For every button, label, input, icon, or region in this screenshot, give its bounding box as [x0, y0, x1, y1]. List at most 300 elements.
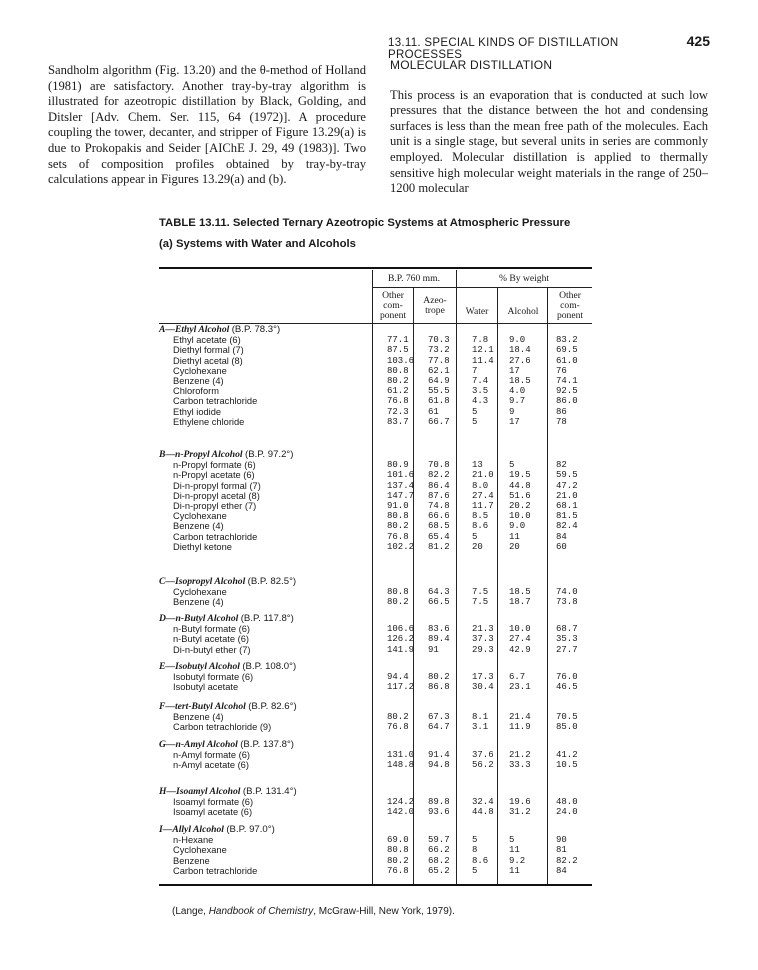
bp-other-component: 76.8 — [387, 531, 409, 542]
group-boiling-point: (B.P. 97.2°) — [245, 449, 294, 460]
weight-alcohol: 10.0 — [509, 511, 531, 522]
component-name: Isobutyl formate (6) — [173, 672, 254, 683]
weight-other-component: 82.2 — [556, 855, 578, 866]
weight-alcohol: 5 — [509, 460, 515, 471]
table-row — [159, 750, 592, 760]
weight-other-component: 61.0 — [556, 355, 578, 366]
table-row — [159, 835, 592, 845]
weight-alcohol: 18.4 — [509, 345, 531, 356]
source-prefix: (Lange, — [172, 906, 209, 917]
table-row — [159, 417, 592, 427]
bp-other-component: 80.9 — [387, 460, 409, 471]
weight-water: 17.3 — [472, 672, 494, 683]
weight-other-component: 82.4 — [556, 521, 578, 532]
weight-alcohol: 5 — [509, 835, 515, 846]
weight-alcohol: 19.5 — [509, 470, 531, 481]
alcohol-group — [159, 825, 592, 876]
right-column — [390, 58, 708, 197]
component-name: Ethyl iodide — [173, 406, 222, 417]
bp-azeotrope: 93.6 — [428, 807, 450, 818]
weight-alcohol: 9 — [509, 406, 515, 417]
bp-azeotrope: 70.3 — [428, 335, 450, 346]
weight-water: 5 — [472, 835, 478, 846]
bp-azeotrope: 86.4 — [428, 480, 450, 491]
col-header-azeotrope: Azeo- trope — [423, 295, 447, 316]
table-row — [159, 491, 592, 501]
bp-azeotrope: 87.6 — [428, 490, 450, 501]
right-column-text: This process is an evaporation that is conducted at such low pressures that the distance between the hot and condensing surfaces is less than the mean free path of the molecules. Each unit is a single stage, but several units in series are commonly employed. Molecular distillation is applied to thermally sensitive high molecular weight materials in the range of 250–1200 molecular — [390, 87, 708, 196]
weight-alcohol: 33.3 — [509, 760, 531, 771]
col-header-other-component-2: Other com- ponent — [556, 290, 584, 321]
group-heading — [159, 450, 592, 460]
weight-water: 5 — [472, 531, 478, 542]
table-row — [159, 856, 592, 866]
bp-azeotrope: 91.4 — [428, 750, 450, 761]
group-alcohol-name: A—Ethyl Alcohol — [159, 324, 232, 335]
table-row — [159, 460, 592, 470]
bp-other-component: 137.4 — [387, 480, 415, 491]
weight-alcohol: 19.6 — [509, 797, 531, 808]
alcohol-group — [159, 787, 592, 818]
bp-other-component: 142.0 — [387, 807, 415, 818]
component-name: Isoamyl formate (6) — [173, 797, 254, 808]
bp-other-component: 80.8 — [387, 845, 409, 856]
table-subtitle: (a) Systems with Water and Alcohols — [159, 238, 356, 250]
component-name: Di-n-butyl ether (7) — [173, 644, 251, 655]
bp-other-component: 124.2 — [387, 797, 415, 808]
component-name: n-Amyl acetate (6) — [173, 760, 249, 771]
weight-other-component: 76 — [556, 365, 567, 376]
weight-water: 8.5 — [472, 511, 489, 522]
weight-alcohol: 20.2 — [509, 500, 531, 511]
weight-other-component: 10.5 — [556, 760, 578, 771]
group-heading — [159, 614, 592, 624]
weight-other-component: 24.0 — [556, 807, 578, 818]
component-name: n-Propyl acetate (6) — [173, 470, 255, 481]
weight-alcohol: 42.9 — [509, 644, 531, 655]
group-heading — [159, 825, 592, 835]
group-alcohol-name: I—Allyl Alcohol — [159, 824, 227, 835]
weight-water: 37.6 — [472, 750, 494, 761]
component-name: Benzene (4) — [173, 712, 224, 723]
weight-other-component: 82 — [556, 460, 567, 471]
weight-water: 11.4 — [472, 355, 494, 366]
weight-alcohol: 10.0 — [509, 624, 531, 635]
table-row — [159, 376, 592, 386]
bp-azeotrope: 65.4 — [428, 531, 450, 542]
weight-alcohol: 31.2 — [509, 807, 531, 818]
component-name: Carbon tetrachloride (9) — [173, 722, 272, 733]
left-column — [48, 63, 366, 188]
bp-azeotrope: 77.8 — [428, 355, 450, 366]
weight-other-component: 81.5 — [556, 511, 578, 522]
component-name: Carbon tetrachloride — [173, 531, 258, 542]
source-suffix: , McGraw-Hill, New York, 1979). — [313, 906, 455, 917]
component-name: Cyclohexane — [173, 511, 227, 522]
weight-alcohol: 11 — [509, 531, 520, 542]
weight-water: 4.3 — [472, 396, 489, 407]
group-alcohol-name: B—n-Propyl Alcohol — [159, 449, 245, 460]
weight-water: 21.0 — [472, 470, 494, 481]
table-row — [159, 396, 592, 406]
bp-other-component: 147.7 — [387, 490, 415, 501]
component-name: Benzene — [173, 855, 210, 866]
bp-azeotrope: 64.3 — [428, 587, 450, 598]
weight-other-component: 68.1 — [556, 500, 578, 511]
component-name: Ethyl acetate (6) — [173, 335, 241, 346]
weight-other-component: 83.2 — [556, 335, 578, 346]
page-number: 425 — [686, 33, 710, 49]
bp-other-component: 141.9 — [387, 644, 415, 655]
bp-other-component: 101.6 — [387, 470, 415, 481]
table-row — [159, 501, 592, 511]
weight-water: 20 — [472, 541, 483, 552]
weight-other-component: 73.8 — [556, 597, 578, 608]
weight-alcohol: 27.4 — [509, 634, 531, 645]
bp-other-component: 69.0 — [387, 835, 409, 846]
col-header-other-component-1: Other com- ponent — [379, 290, 407, 321]
group-alcohol-name: H—Isoamyl Alcohol — [159, 786, 243, 797]
bp-azeotrope: 64.7 — [428, 722, 450, 733]
weight-other-component: 86 — [556, 406, 567, 417]
running-title: 13.11. SPECIAL KINDS OF DISTILLATION PROCESSES — [388, 37, 619, 61]
weight-water: 3.5 — [472, 386, 489, 397]
bp-azeotrope: 67.3 — [428, 712, 450, 723]
bp-azeotrope: 89.4 — [428, 634, 450, 645]
weight-alcohol: 17 — [509, 365, 520, 376]
group-alcohol-name: G—n-Amyl Alcohol — [159, 739, 241, 750]
group-heading — [159, 740, 592, 750]
group-heading — [159, 787, 592, 797]
table-row — [159, 672, 592, 682]
group-heading — [159, 577, 592, 587]
component-name: Di-n-propyl acetal (8) — [173, 490, 260, 501]
bp-other-component: 80.8 — [387, 511, 409, 522]
weight-other-component: 70.5 — [556, 712, 578, 723]
bp-other-component: 106.6 — [387, 624, 415, 635]
component-name: Isoamyl acetate (6) — [173, 807, 253, 818]
weight-water: 5 — [472, 865, 478, 876]
weight-other-component: 92.5 — [556, 386, 578, 397]
weight-water: 12.1 — [472, 345, 494, 356]
table-row — [159, 481, 592, 491]
table-row — [159, 807, 592, 817]
group-boiling-point: (B.P. 137.8°) — [240, 739, 294, 750]
component-name: n-Butyl acetate (6) — [173, 634, 249, 645]
weight-alcohol: 18.7 — [509, 597, 531, 608]
bp-azeotrope: 81.2 — [428, 541, 450, 552]
running-header — [388, 33, 710, 61]
weight-water: 7.5 — [472, 597, 489, 608]
group-alcohol-name: F—tert-Butyl Alcohol — [159, 701, 249, 712]
group-heading — [159, 702, 592, 712]
weight-other-component: 46.5 — [556, 682, 578, 693]
bp-header: B.P. 760 mm. — [388, 273, 440, 284]
table-row — [159, 386, 592, 396]
bp-other-component: 131.0 — [387, 750, 415, 761]
bp-other-component: 80.2 — [387, 855, 409, 866]
component-name: n-Butyl formate (6) — [173, 624, 250, 635]
table-row — [159, 542, 592, 552]
weight-other-component: 69.5 — [556, 345, 578, 356]
component-name: n-Hexane — [173, 835, 214, 846]
weight-water: 21.3 — [472, 624, 494, 635]
bp-other-component: 94.4 — [387, 672, 409, 683]
bp-azeotrope: 82.2 — [428, 470, 450, 481]
bp-other-component: 87.5 — [387, 345, 409, 356]
component-name: Benzene (4) — [173, 375, 224, 386]
group-boiling-point: (B.P. 78.3°) — [231, 324, 281, 335]
bp-other-component: 102.2 — [387, 541, 415, 552]
table-row — [159, 712, 592, 722]
weight-water: 5 — [472, 406, 478, 417]
weight-alcohol: 11 — [509, 865, 520, 876]
table-row — [159, 760, 592, 770]
component-name: Di-n-propyl ether (7) — [173, 500, 257, 511]
weight-alcohol: 27.6 — [509, 355, 531, 366]
group-heading — [159, 325, 592, 335]
table-top-rule — [159, 267, 592, 269]
alcohol-group — [159, 577, 592, 608]
group-boiling-point: (B.P. 97.0°) — [226, 824, 275, 835]
col-header-water: Water — [465, 306, 489, 317]
bp-azeotrope: 73.2 — [428, 345, 450, 356]
bp-other-component: 83.7 — [387, 416, 409, 427]
bp-azeotrope: 55.5 — [428, 386, 450, 397]
bp-azeotrope: 83.6 — [428, 624, 450, 635]
table-source-note — [172, 906, 455, 917]
weight-water: 37.3 — [472, 634, 494, 645]
weight-alcohol: 11 — [509, 845, 520, 856]
weight-alcohol: 17 — [509, 416, 520, 427]
header-divider — [372, 287, 592, 288]
table-row — [159, 634, 592, 644]
bp-other-component: 91.0 — [387, 500, 409, 511]
bp-azeotrope: 65.2 — [428, 865, 450, 876]
weight-alcohol: 9.2 — [509, 855, 526, 866]
table-row — [159, 682, 592, 692]
bp-other-component: 80.2 — [387, 712, 409, 723]
alcohol-group — [159, 614, 592, 655]
weight-other-component: 41.2 — [556, 750, 578, 761]
bp-other-component: 126.2 — [387, 634, 415, 645]
weight-other-component: 90 — [556, 835, 567, 846]
bp-azeotrope: 59.7 — [428, 835, 450, 846]
weight-other-component: 47.2 — [556, 480, 578, 491]
col-header-alcohol: Alcohol — [507, 306, 539, 317]
bp-azeotrope: 68.2 — [428, 855, 450, 866]
weight-other-component: 74.1 — [556, 375, 578, 386]
weight-water: 8.6 — [472, 521, 489, 532]
weight-water: 7.8 — [472, 335, 489, 346]
table-row — [159, 845, 592, 855]
left-column-text: Sandholm algorithm (Fig. 13.20) and the θ-method of Holland (1981) are satisfactory. Another tray-by-tray algorithm is illustrated for azeotropic distillation by Black, Golding, and Ditsler [Adv. Chem. Ser. 115, 64 (1972)]. A procedure coupling the tower, decanter, and stripper of Figure 13.29(a) is due to Prokopakis and Seider [AIChE J. 29, 49 (1983)]. Two sets of composition profiles obtained by tray-by-tray calculations appear in Figures 13.29(a) and (b). — [48, 63, 366, 187]
bp-other-component: 61.2 — [387, 386, 409, 397]
table-row — [159, 335, 592, 345]
table-row — [159, 511, 592, 521]
bp-azeotrope: 80.2 — [428, 672, 450, 683]
table-row — [159, 366, 592, 376]
bp-azeotrope: 66.7 — [428, 416, 450, 427]
bp-azeotrope: 66.5 — [428, 597, 450, 608]
bp-azeotrope: 64.9 — [428, 375, 450, 386]
weight-water: 8 — [472, 845, 478, 856]
bp-other-component: 80.8 — [387, 587, 409, 598]
component-name: Diethyl formal (7) — [173, 345, 244, 356]
alcohol-group — [159, 702, 592, 733]
weight-other-component: 68.7 — [556, 624, 578, 635]
weight-other-component: 21.0 — [556, 490, 578, 501]
weight-water: 7 — [472, 365, 478, 376]
bp-other-component: 76.8 — [387, 396, 409, 407]
weight-alcohol: 51.6 — [509, 490, 531, 501]
alcohol-group — [159, 450, 592, 552]
weight-other-component: 76.0 — [556, 672, 578, 683]
weight-water: 32.4 — [472, 797, 494, 808]
bp-azeotrope: 66.6 — [428, 511, 450, 522]
table-row — [159, 722, 592, 732]
weight-alcohol: 21.4 — [509, 712, 531, 723]
weight-alcohol: 11.9 — [509, 722, 531, 733]
bp-other-component: 117.2 — [387, 682, 415, 693]
weight-other-component: 85.0 — [556, 722, 578, 733]
component-name: Benzene (4) — [173, 597, 224, 608]
component-name: n-Amyl formate (6) — [173, 750, 250, 761]
weight-water: 3.1 — [472, 722, 489, 733]
table-row — [159, 624, 592, 634]
bp-other-component: 80.8 — [387, 365, 409, 376]
bp-azeotrope: 61 — [428, 406, 439, 417]
table-row — [159, 645, 592, 655]
weight-water: 30.4 — [472, 682, 494, 693]
table-row — [159, 345, 592, 355]
bp-azeotrope: 62.1 — [428, 365, 450, 376]
azeotrope-table — [159, 270, 592, 890]
alcohol-group — [159, 662, 592, 693]
group-alcohol-name: E—Isobutyl Alcohol — [159, 661, 243, 672]
group-alcohol-name: D—n-Butyl Alcohol — [159, 613, 241, 624]
weight-other-component: 84 — [556, 531, 567, 542]
group-boiling-point: (B.P. 108.0°) — [242, 661, 297, 672]
bp-azeotrope: 74.8 — [428, 500, 450, 511]
bp-other-component: 80.2 — [387, 597, 409, 608]
bp-other-component: 76.8 — [387, 865, 409, 876]
component-name: Carbon tetrachloride — [173, 865, 258, 876]
component-name: n-Propyl formate (6) — [173, 460, 256, 471]
weight-water: 27.4 — [472, 490, 494, 501]
group-boiling-point: (B.P. 82.5°) — [247, 576, 297, 587]
bp-other-component: 148.8 — [387, 760, 415, 771]
bp-other-component: 80.2 — [387, 521, 409, 532]
table-row — [159, 470, 592, 480]
group-heading — [159, 662, 592, 672]
bp-azeotrope: 89.8 — [428, 797, 450, 808]
weight-other-component: 84 — [556, 865, 567, 876]
weight-other-component: 81 — [556, 845, 567, 856]
weight-other-component: 78 — [556, 416, 567, 427]
component-name: Cyclohexane — [173, 845, 227, 856]
bp-other-component: 76.8 — [387, 722, 409, 733]
component-name: Diethyl acetal (8) — [173, 355, 243, 366]
weight-alcohol: 4.0 — [509, 386, 526, 397]
weight-water: 11.7 — [472, 500, 494, 511]
table-row — [159, 597, 592, 607]
weight-water: 44.8 — [472, 807, 494, 818]
weight-water: 29.3 — [472, 644, 494, 655]
bp-azeotrope: 86.8 — [428, 682, 450, 693]
group-boiling-point: (B.P. 82.6°) — [248, 701, 297, 712]
weight-alcohol: 18.5 — [509, 375, 531, 386]
weight-alcohol: 18.5 — [509, 587, 531, 598]
bp-azeotrope: 91 — [428, 644, 439, 655]
weight-water: 5 — [472, 416, 478, 427]
component-name: Benzene (4) — [173, 521, 224, 532]
weight-other-component: 35.3 — [556, 634, 578, 645]
bp-azeotrope: 94.8 — [428, 760, 450, 771]
weight-alcohol: 9.0 — [509, 335, 526, 346]
weight-water: 8.6 — [472, 855, 489, 866]
weight-alcohol: 9.0 — [509, 521, 526, 532]
component-name: Carbon tetrachloride — [173, 396, 258, 407]
group-boiling-point: (B.P. 117.8°) — [240, 613, 294, 624]
weight-other-component: 48.0 — [556, 797, 578, 808]
weight-alcohol: 21.2 — [509, 750, 531, 761]
alcohol-group — [159, 325, 592, 427]
bp-azeotrope: 66.2 — [428, 845, 450, 856]
weight-water: 56.2 — [472, 760, 494, 771]
weight-water: 8.0 — [472, 480, 489, 491]
table-row — [159, 521, 592, 531]
table-row — [159, 866, 592, 876]
alcohol-group — [159, 740, 592, 771]
component-name: Diethyl ketone — [173, 541, 232, 552]
weight-header: % By weight — [498, 273, 550, 284]
bp-azeotrope: 70.8 — [428, 460, 450, 471]
weight-alcohol: 44.8 — [509, 480, 531, 491]
weight-water: 7.4 — [472, 375, 489, 386]
group-boiling-point: (B.P. 131.4°) — [242, 786, 297, 797]
section-heading: MOLECULAR DISTILLATION — [390, 58, 553, 72]
weight-water: 7.5 — [472, 587, 489, 598]
bp-other-component: 77.1 — [387, 335, 409, 346]
weight-alcohol: 20 — [509, 541, 520, 552]
weight-other-component: 60 — [556, 541, 567, 552]
bp-other-component: 103.6 — [387, 355, 415, 366]
component-name: Ethylene chloride — [173, 416, 245, 427]
weight-alcohol: 9.7 — [509, 396, 526, 407]
weight-other-component: 74.0 — [556, 587, 578, 598]
table-row — [159, 407, 592, 417]
group-alcohol-name: C—Isopropyl Alcohol — [159, 576, 248, 587]
table-row — [159, 356, 592, 366]
table-row — [159, 797, 592, 807]
weight-other-component: 59.5 — [556, 470, 578, 481]
table-title: TABLE 13.11. Selected Ternary Azeotropic Systems at Atmospheric Pressure — [159, 217, 571, 229]
table-row — [159, 532, 592, 542]
bp-azeotrope: 68.5 — [428, 521, 450, 532]
bp-azeotrope: 61.8 — [428, 396, 450, 407]
weight-other-component: 27.7 — [556, 644, 578, 655]
component-name: Cyclohexane — [173, 587, 227, 598]
weight-water: 8.1 — [472, 712, 489, 723]
source-title: Handbook of Chemistry — [208, 906, 314, 917]
bp-other-component: 80.2 — [387, 375, 409, 386]
bp-other-component: 72.3 — [387, 406, 409, 417]
weight-other-component: 86.0 — [556, 396, 578, 407]
weight-alcohol: 6.7 — [509, 672, 526, 683]
component-name: Isobutyl acetate — [173, 682, 239, 693]
weight-water: 13 — [472, 460, 483, 471]
